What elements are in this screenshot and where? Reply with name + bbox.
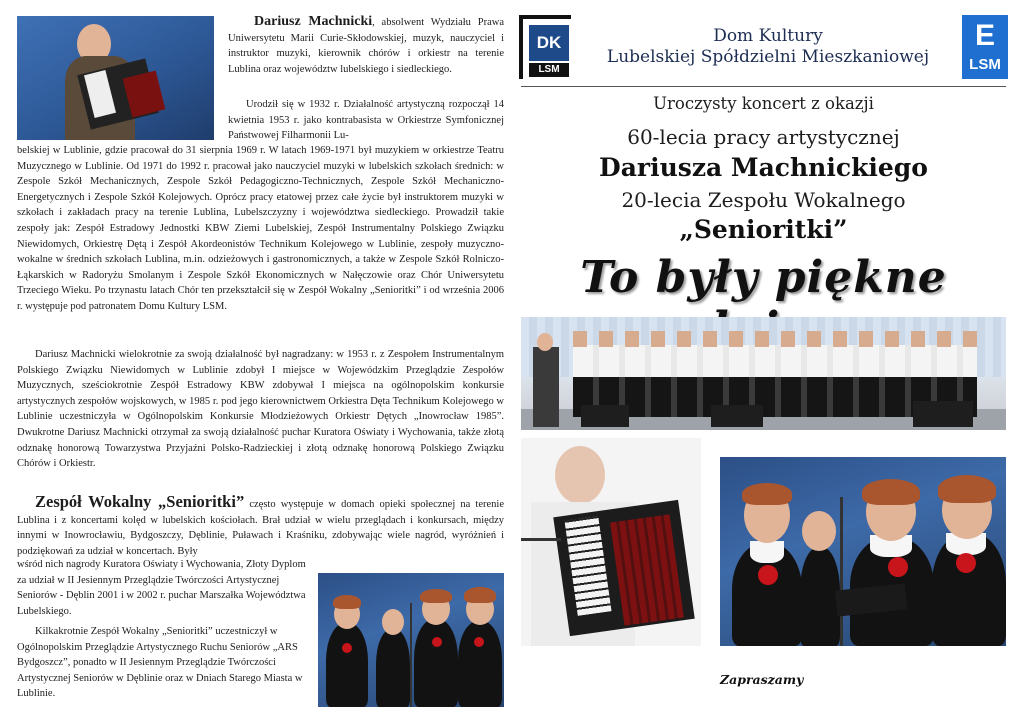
header-divider	[521, 86, 1006, 87]
group-name: „Senioritki”	[679, 215, 848, 244]
honoree-name: Dariusza Machnickiego	[599, 153, 928, 182]
bio-paragraph-2a: Urodził się w 1932 r. Działalność artystyczną rozpoczął 14 kwietnia 1953 r. jako kontrabasista w Orkiestrze Symfonicznej Państwowej Filharmonii Lu-	[228, 99, 504, 142]
dk-lsm-logo	[519, 15, 571, 79]
bio-paragraph-1: Dariusz Machnicki, absolwent Wydziału Prawa Uniwersytetu Marii Curie-Skłodowskiej, muzyk, nauczyciel i instruktor muzyki, kierownik chórów i orkiestr na terenie Lublina oraz województw lubelskiego i siedleckiego.	[228, 14, 504, 75]
slogan: To były piękne	[580, 252, 947, 303]
invitation-text: Zapraszamy	[720, 672, 804, 687]
accordionist-photo	[17, 16, 214, 140]
group-heading: Zespół Wokalny „Senioritki”	[35, 492, 245, 511]
concert-occasion: Uroczysty koncert z okazji	[653, 94, 874, 113]
choir-closeup-photo-large	[720, 457, 1006, 646]
dk-logo-sub: LSM	[529, 63, 569, 77]
group-paragraph-1-tail: wśród nich nagrody Kuratora Oświaty i Wychowania, Złoty Dyplom za udział w II Jesiennym Przeglądzie Twórczości Artystycznej Seniorów - Dęblin 2001 i w 2002 r. puchar Marszałka Województwa Lubelskiego.	[17, 559, 306, 617]
organizer-line-1: Dom Kultury	[713, 26, 823, 46]
anniversary-work: 60-lecia pracy artystycznej	[627, 125, 900, 149]
organizer-name	[578, 26, 958, 68]
lsm-logo-sub: LSM	[969, 56, 1001, 73]
choir-closeup-photo-small	[318, 573, 504, 707]
accordionist-closeup-photo	[521, 438, 701, 646]
bio-paragraph-2b: belskiej w Lublinie, gdzie pracował do 31 sierpnia 1969 r. W latach 1969-1971 był muzykiem w orkiestrze Teatru Muzycznego w Lublinie. Od 1971 do 1992 r. pracował jako nauczyciel muzyki w lubelskich szkołach średnich: w Zespole Szkół Mechanicznych, Zespole Szkół Pedagogiczno-Technicznych, Zespole Szkół Mechaniczno-Energetycznych i Zespole Szkół Kolejowych. Oprócz pracy etatowej przez całe życie był instruktorem muzyki w szkołach i zakładach pracy na terenie Lublina, Lubelszczyzny i województwa siedleckiego. Prowadził takie zespoły jak: Zespół Estradowy Jednostki KBW Ziemi Lubelskiej, Zespół Instrumentalny Polskiego Związku Niewidomych, Orkiestrę Dętą i Zespół Akordeonistów Technikum Kolejowego w Lublinie, zespoły muzyczno-wokalne w średnich szkołach Lublina, m.in. odzieżowych i gastronomicznych, a także w Zespole Szkół Rolniczo-Łąkarskich w Radoryżu Smolanym i Zespole Szkół Ekonomicznych w Nałęczowie oraz Chór Uniwersytetu Trzeciego Wieku. Po trzynastu latach Chór ten przekształcił się w Zespół Wokalny „Senioritki” i od września 2006 r. występuje pod patronatem Domu Kultury LSM.	[17, 145, 504, 312]
lsm-logo	[962, 15, 1008, 79]
lsm-logo-mark: E	[974, 19, 995, 52]
dk-logo-mark: DK	[529, 25, 569, 61]
choir-stage-photo	[521, 317, 1006, 430]
group-paragraph-1: Zespół Wokalny „Senioritki” często występuje w domach opieki społecznej na terenie Lublina i z koncertami kolęd w lubelskich kościołach. Brał udział w wielu przeglądach i konkursach, między innymi w Inowrocławiu, Bydgoszczy, Dęblinie, Puławach i Kraśniku, zdobywając wiele nagród, wyróżnień i podziękowań za udział w koncertach. Były	[17, 492, 504, 557]
organizer-line-2: Lubelskiej Spółdzielni Mieszkaniowej	[606, 47, 930, 67]
bio-name: Dariusz Machnicki	[254, 14, 373, 29]
group-paragraph-2: Kilkakrotnie Zespół Wokalny „Senioritki” uczestniczył w Ogólnopolskim Przeglądzie Artystycznego Ruchu Seniorów „ARS Bydgoszcz”, ponadto w II Jesiennym Przeglądzie Twórczości Artystycznej Seniorów w Dęblinie oraz w Dniach Starego Miasta w Lublinie.	[17, 626, 303, 700]
bio-paragraph-3: Dariusz Machnicki wielokrotnie za swoją działalność był nagradzany: w 1953 r. z Zespołem Instrumentalnym Polskiego Związku Niewidomych w Lublinie zdobył I miejsce w Wojewódzkim Przeglądzie Zespołów Muzycznych, sześciokrotnie Zespół Estradowy KBW zdobywał I miejsca na ogólnopolskim konkursie artystycznych zespołów wojskowych, w 1985 r. pod jego kierownictwem Orkiestra Dęta Technikum Kolejowego w Lublinie uczestniczyła w Ogólnopolskim Konkursie Młodzieżowych Orkiestr Dętych „Inowrocław 1985”. Dwukrotne Dariusz Machnicki otrzymał za swoją działalność puchar Kuratora Oświaty i Wychowania, także złotą odznakę honorową Towarzystwa Przyjaźni Polsko-Radzieckiej i złotą odznakę honorową Polskiego Związku Chórów i Orkiestr.	[17, 349, 504, 470]
anniversary-group: 20-lecia Zespołu Wokalnego	[621, 188, 906, 212]
